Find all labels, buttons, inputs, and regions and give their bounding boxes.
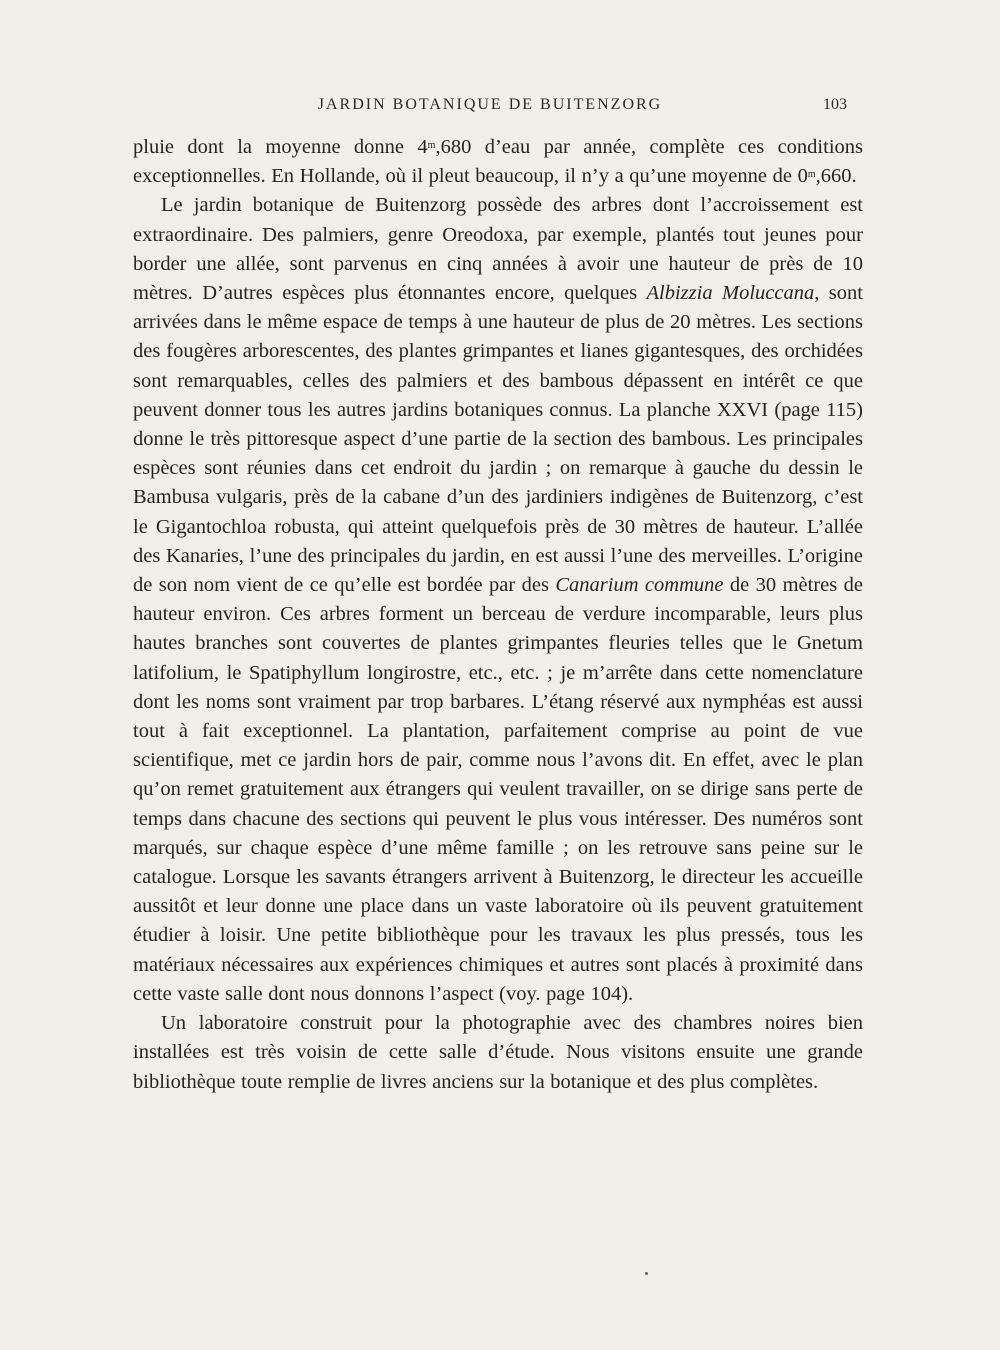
paper-speck (645, 1272, 648, 1275)
running-title: JARDIN BOTANIQUE DE BUITENZORG (317, 96, 663, 113)
text-segment: ,680 d’eau par année, complète ces conditions exceptionnelles. En Hollande, où il pleut beaucoup, il n’y a qu’une moyenne de 0 (133, 136, 863, 188)
text-body (133, 133, 863, 1097)
unit-superscript: m (807, 169, 816, 181)
text-segment: , sont arrivées dans le même espace de temps à une hauteur de plus de 20 mètres. Les sections des fougères arborescentes, des plantes grimpantes et lianes gigantesques, des orchidées sont remarquables, celles des palmiers et des bambous dépassent en intérêt ce que peuvent donner tous les autres jardins botaniques connus. La planche XXVI (page 115) donne le très pittoresque aspect d’une partie de la section des bambous. Les principales espèces sont réunies dans cet endroit du jardin ; on remarque à gauche du dessin le Bambusa vulgaris, près de la cabane d’un des jardiniers indigènes de Buitenzorg, c’est le Gigantochloa robusta, qui atteint quelquefois près de 30 mètres de hauteur. L’allée des Kanaries, l’une des principales du jardin, en est aussi l’une des merveilles. L’origine de son nom vient de ce qu’elle est bordée par des (133, 282, 863, 597)
paragraph-3 (133, 1009, 863, 1097)
page-number: 103 (823, 96, 847, 113)
text-segment: ,660. (815, 165, 857, 188)
unit-superscript: m (427, 140, 436, 151)
species-name-canarium: Canarium commune (555, 574, 724, 597)
text-segment: Un laboratoire construit pour la photographie avec des chambres noires bien installées est très voisin de cette salle d’étude. Nous visitons ensuite une grande bibliothèque toute remplie de livres anciens sur la botanique et des plus complètes. (133, 1012, 863, 1093)
species-name-albizzia: Albizzia Moluccana (646, 282, 815, 305)
page-header (133, 92, 847, 122)
text-segment: pluie dont la moyenne donne 4 (133, 136, 428, 158)
text-segment: Le jardin botanique de Buitenzorg possède des arbres dont l’accroissement est extraordinaire. Des palmiers, genre Oreodoxa, par exemple, plantés tout jeunes pour border une allée, sont parvenus en cinq années à avoir une hauteur de près de 10 mètres. D’autres espèces plus étonnantes encore, quelques (133, 194, 863, 305)
paragraph-1 (133, 133, 863, 191)
text-segment: de 30 mètres de hauteur environ. Ces arbres forment un berceau de verdure incomparable, leurs plus hautes branches sont couvertes de plantes grimpantes fleuries telles que le Gnetum latifolium, le Spatiphyllum longirostre, etc., etc. ; je m’arrête dans cette nomenclature dont les noms sont vraiment par trop barbares. L’étang réservé aux nymphéas est aussi tout à fait exceptionnel. La plantation, parfaitement comprise au point de vue scientifique, met ce jardin hors de pair, comme nous l’avons dit. En effet, avec le plan qu’on remet gratuitement aux étrangers qui veulent travailler, on se dirige sans perte de temps dans chacune des sections qui peuvent le plus vous intéresser. Des numéros sont marqués, sur chaque espèce d’une même famille ; on les retrouve sans peine sur le catalogue. Lorsque les savants étrangers arrivent à Buitenzorg, le directeur les accueille aussitôt et leur donne une place dans un vaste laboratoire où ils peuvent gratuitement étudier à loisir. Une petite bibliothèque pour les travaux les plus pressés, tous les matériaux nécessaires aux expériences chimiques et autres sont placés à proximité dans cette vaste salle dont nous donnons l’aspect (voy. page 104). (133, 574, 863, 1005)
paragraph-2 (133, 191, 863, 1009)
